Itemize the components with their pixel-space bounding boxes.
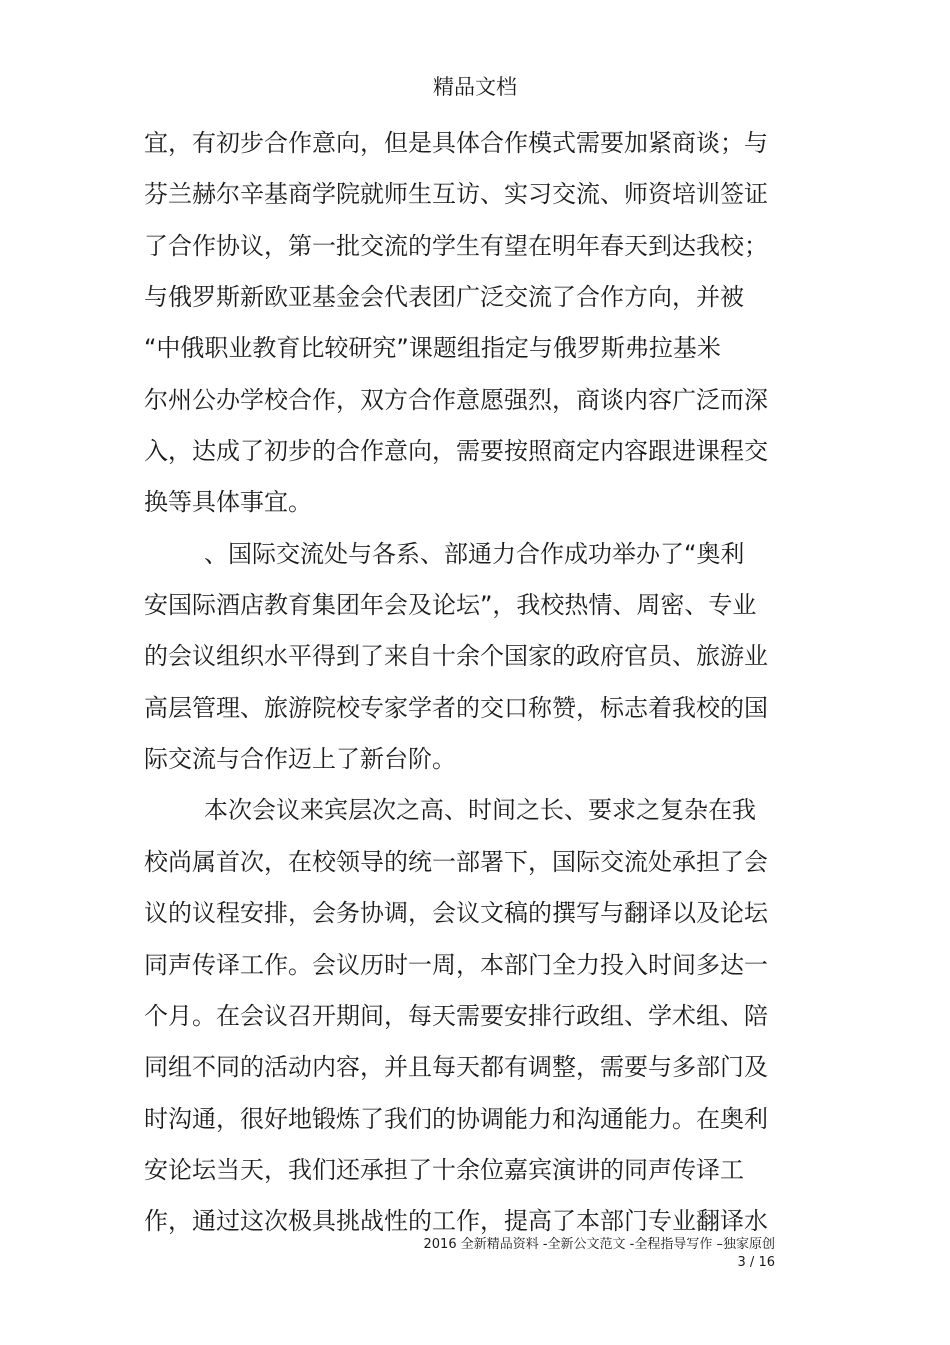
footer-text: 2016 全新精品资料 -全新公文范文 -全程指导写作 –独家原创 — [423, 1237, 775, 1252]
text-line: 换等具体事宜。 — [144, 488, 312, 517]
paragraph-start-line: 、国际交流处与各系、部通力合作成功举办了“奥利 — [204, 539, 745, 568]
text-line: 了合作协议，第一批交流的学生有望在明年春天到达我校； — [144, 231, 768, 260]
text-line: 时沟通，很好地锻炼了我们的协调能力和沟通能力。在奥利 — [144, 1104, 768, 1133]
text-line: 安国际酒店教育集团年会及论坛”，我校热情、周密、专业 — [144, 591, 757, 620]
text-line: 芬兰赫尔辛基商学院就师生互访、实习交流、师资培训签证 — [144, 180, 768, 209]
page-number: 3 / 16 — [737, 1255, 775, 1270]
text-line: 议的议程安排，会务协调，会议文稿的撰写与翻译以及论坛 — [144, 899, 768, 928]
text-line: 与俄罗斯新欧亚基金会代表团广泛交流了合作方向，并被 — [144, 283, 744, 312]
paragraph-start-line: 本次会议来宾层次之高、时间之长、要求之复杂在我 — [204, 796, 756, 825]
text-line: 安论坛当天，我们还承担了十余位嘉宾演讲的同声传译工 — [144, 1155, 744, 1184]
text-line: 同声传译工作。会议历时一周，本部门全力投入时间多达一 — [144, 950, 768, 979]
text-line: 校尚属首次，在校领导的统一部署下，国际交流处承担了会 — [144, 847, 768, 876]
text-line: 个月。在会议召开期间，每天需要安排行政组、学术组、陪 — [144, 1001, 768, 1030]
page-header-title: 精品文档 — [433, 75, 517, 99]
text-line: 的会议组织水平得到了来自十余个国家的政府官员、旅游业 — [144, 642, 768, 671]
text-line: 作，通过这次极具挑战性的工作，提高了本部门专业翻译水 — [144, 1207, 768, 1236]
text-line: 同组不同的活动内容，并且每天都有调整，需要与多部门及 — [144, 1053, 768, 1082]
text-line: 尔州公办学校合作，双方合作意愿强烈，商谈内容广泛而深 — [144, 385, 768, 414]
text-line: 际交流与合作迈上了新台阶。 — [144, 745, 456, 774]
document-body — [144, 125, 768, 1255]
text-line: 高层管理、旅游院校专家学者的交口称赞，标志着我校的国 — [144, 693, 768, 722]
text-line: 入，达成了初步的合作意向，需要按照商定内容跟进课程交 — [144, 437, 768, 466]
text-line: “中俄职业教育比较研究”课题组指定与俄罗斯弗拉基米 — [144, 334, 721, 363]
text-line: 宜，有初步合作意向，但是具体合作模式需要加紧商谈；与 — [144, 129, 768, 157]
